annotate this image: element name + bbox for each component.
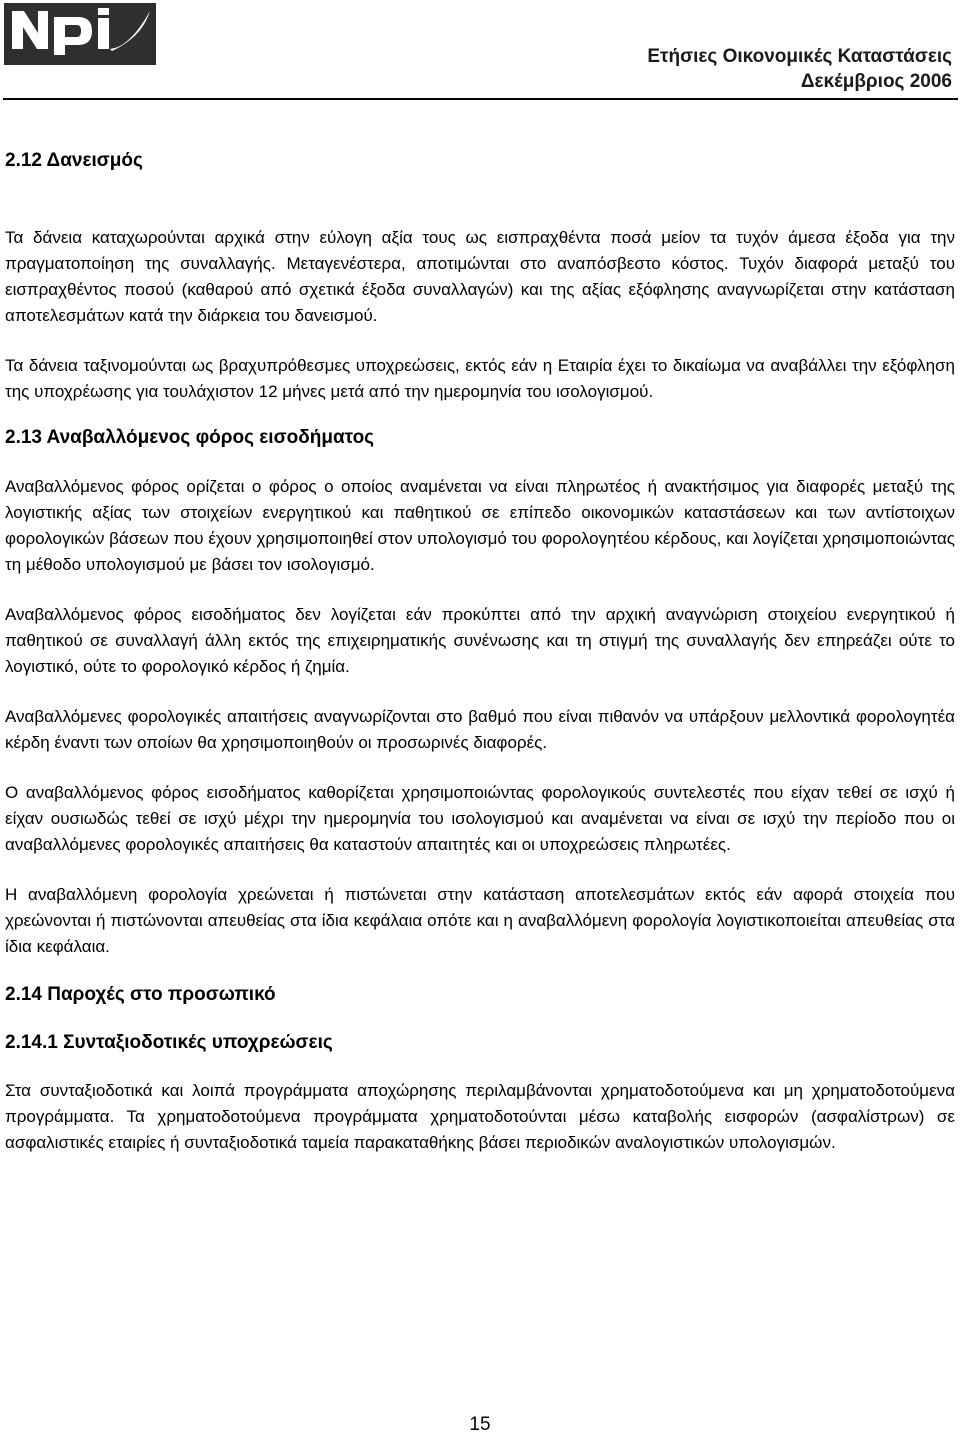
paragraph-pension-plans: Στα συνταξιοδοτικά και λοιπά προγράμματα αποχώρησης περιλαμβάνονται χρηματοδοτούμενα και μη χρηματοδοτούμενα προγράμματα. Τα χρηματοδοτούμενα προγράμματα χρηματοδοτούνται μέσω καταβολής εισφορών (ασφαλίστρων) σε ασφαλιστικές εταιρίες ή συνταξιοδοτικά ταμεία παρακαταθήκης βάσει περιοδικών αναλογιστικών υπολογισμών. [5, 1081, 955, 1152]
header-titles [647, 44, 952, 94]
document-date: Δεκέμβριος 2006 [800, 71, 952, 92]
section-heading-2-14: 2.14 Παροχές στο προσωπικό [5, 984, 276, 1005]
paragraph-deferred-tax-rates: Ο αναβαλλόμενος φόρος εισοδήματος καθορίζεται χρησιμοποιώντας φορολογικούς συντελεστές που είχαν τεθεί σε ισχύ ή είχαν ουσιωδώς τεθεί σε ισχύ μέχρι την ημερομηνία του ισολογισμού και αναμένεται να είναι σε ισχύ την περίοδο που οι αναβαλλόμενες φορολογικές απαιτήσεις θα καταστούν απαιτητές και οι υποχρεώσεις πληρωτέες. [5, 783, 955, 854]
document-body [5, 148, 955, 1156]
section-heading-2-14-1: 2.14.1 Συνταξιοδοτικές υποχρεώσεις [5, 1032, 333, 1053]
document-title: Ετήσιες Οικονομικές Καταστάσεις [647, 46, 952, 67]
section-heading-2-12: 2.12 Δανεισμός [5, 150, 143, 171]
paragraph-deferred-tax-recognition: Αναβαλλόμενος φόρος εισοδήματος δεν λογίζεται εάν προκύπτει από την αρχική αναγνώριση στοιχείου ενεργητικού ή παθητικού σε συναλλαγή άλλη εκτός της επιχειρηματικής συνένωσης και τη στιγμή της συναλλαγής δεν επηρεάζει ούτε το λογιστικό, ούτε το φορολογικό κέρδος ή ζημία. [5, 605, 955, 676]
company-logo [4, 3, 156, 65]
page-number: 15 [469, 1414, 491, 1435]
paragraph-deferred-tax-charges: Η αναβαλλόμενη φορολογία χρεώνεται ή πιστώνεται στην κατάσταση αποτελεσμάτων εκτός εάν αφορά στοιχεία που χρεώνονται ή πιστώνονται απευθείας στα ίδια κεφάλαια οπότε και η αναβαλλόμενη φορολογία λογιστικοποιείται απευθείας στα ίδια κεφάλαια. [5, 885, 955, 956]
header-divider [3, 98, 958, 100]
page-header [0, 0, 960, 100]
paragraph-deferred-tax-definition: Αναβαλλόμενος φόρος ορίζεται ο φόρος ο οποίος αναμένεται να είναι πληρωτέος ή ανακτήσιμος για διαφορές μεταξύ της λογιστικής αξίας των στοιχείων ενεργητικού και παθητικού σε επίπεδο οικονομικών καταστάσεων και των αντίστοιχων φορολογικών βάσεων που έχουν χρησιμοποιηθεί στον υπολογισμό του φορολογητέου κέρδους, και λογίζεται χρησιμοποιώντας τη μέθοδο υπολογισμού με βάσει τον ισολογισμό. [5, 477, 955, 574]
paragraph-loans-classification: Τα δάνεια ταξινομούνται ως βραχυπρόθεσμες υποχρεώσεις, εκτός εάν η Εταιρία έχει το δικαίωμα να αναβάλλει την εξόφληση της υποχρέωσης για τουλάχιστον 12 μήνες μετά από την ημερομηνία του ισολογισμού. [5, 356, 955, 401]
paragraph-deferred-tax-assets: Αναβαλλόμενες φορολογικές απαιτήσεις αναγνωρίζονται στο βαθμό που είναι πιθανόν να υπάρξουν μελλοντικά φορολογητέα κέρδη έναντι των οποίων θα χρησιμοποιηθούν οι προσωρινές διαφορές. [5, 707, 955, 752]
paragraph-loans-initial: Τα δάνεια καταχωρούνται αρχικά στην εύλογη αξία τους ως εισπραχθέντα ποσά μείον τα τυχόν άμεσα έξοδα για την πραγματοποίηση της συναλλαγής. Μεταγενέστερα, αποτιμώνται στο αναπόσβεστο κόστος. Τυχόν διαφορά μεταξύ του εισπραχθέντος ποσού (καθαρού από σχετικά έξοδα συναλλαγών) και της αξίας εξόφλησης αναγνωρίζεται στην κατάσταση αποτελεσμάτων κατά την διάρκεια του δανεισμού. [5, 228, 955, 325]
section-heading-2-13: 2.13 Αναβαλλόμενος φόρος εισοδήματος [5, 427, 375, 448]
